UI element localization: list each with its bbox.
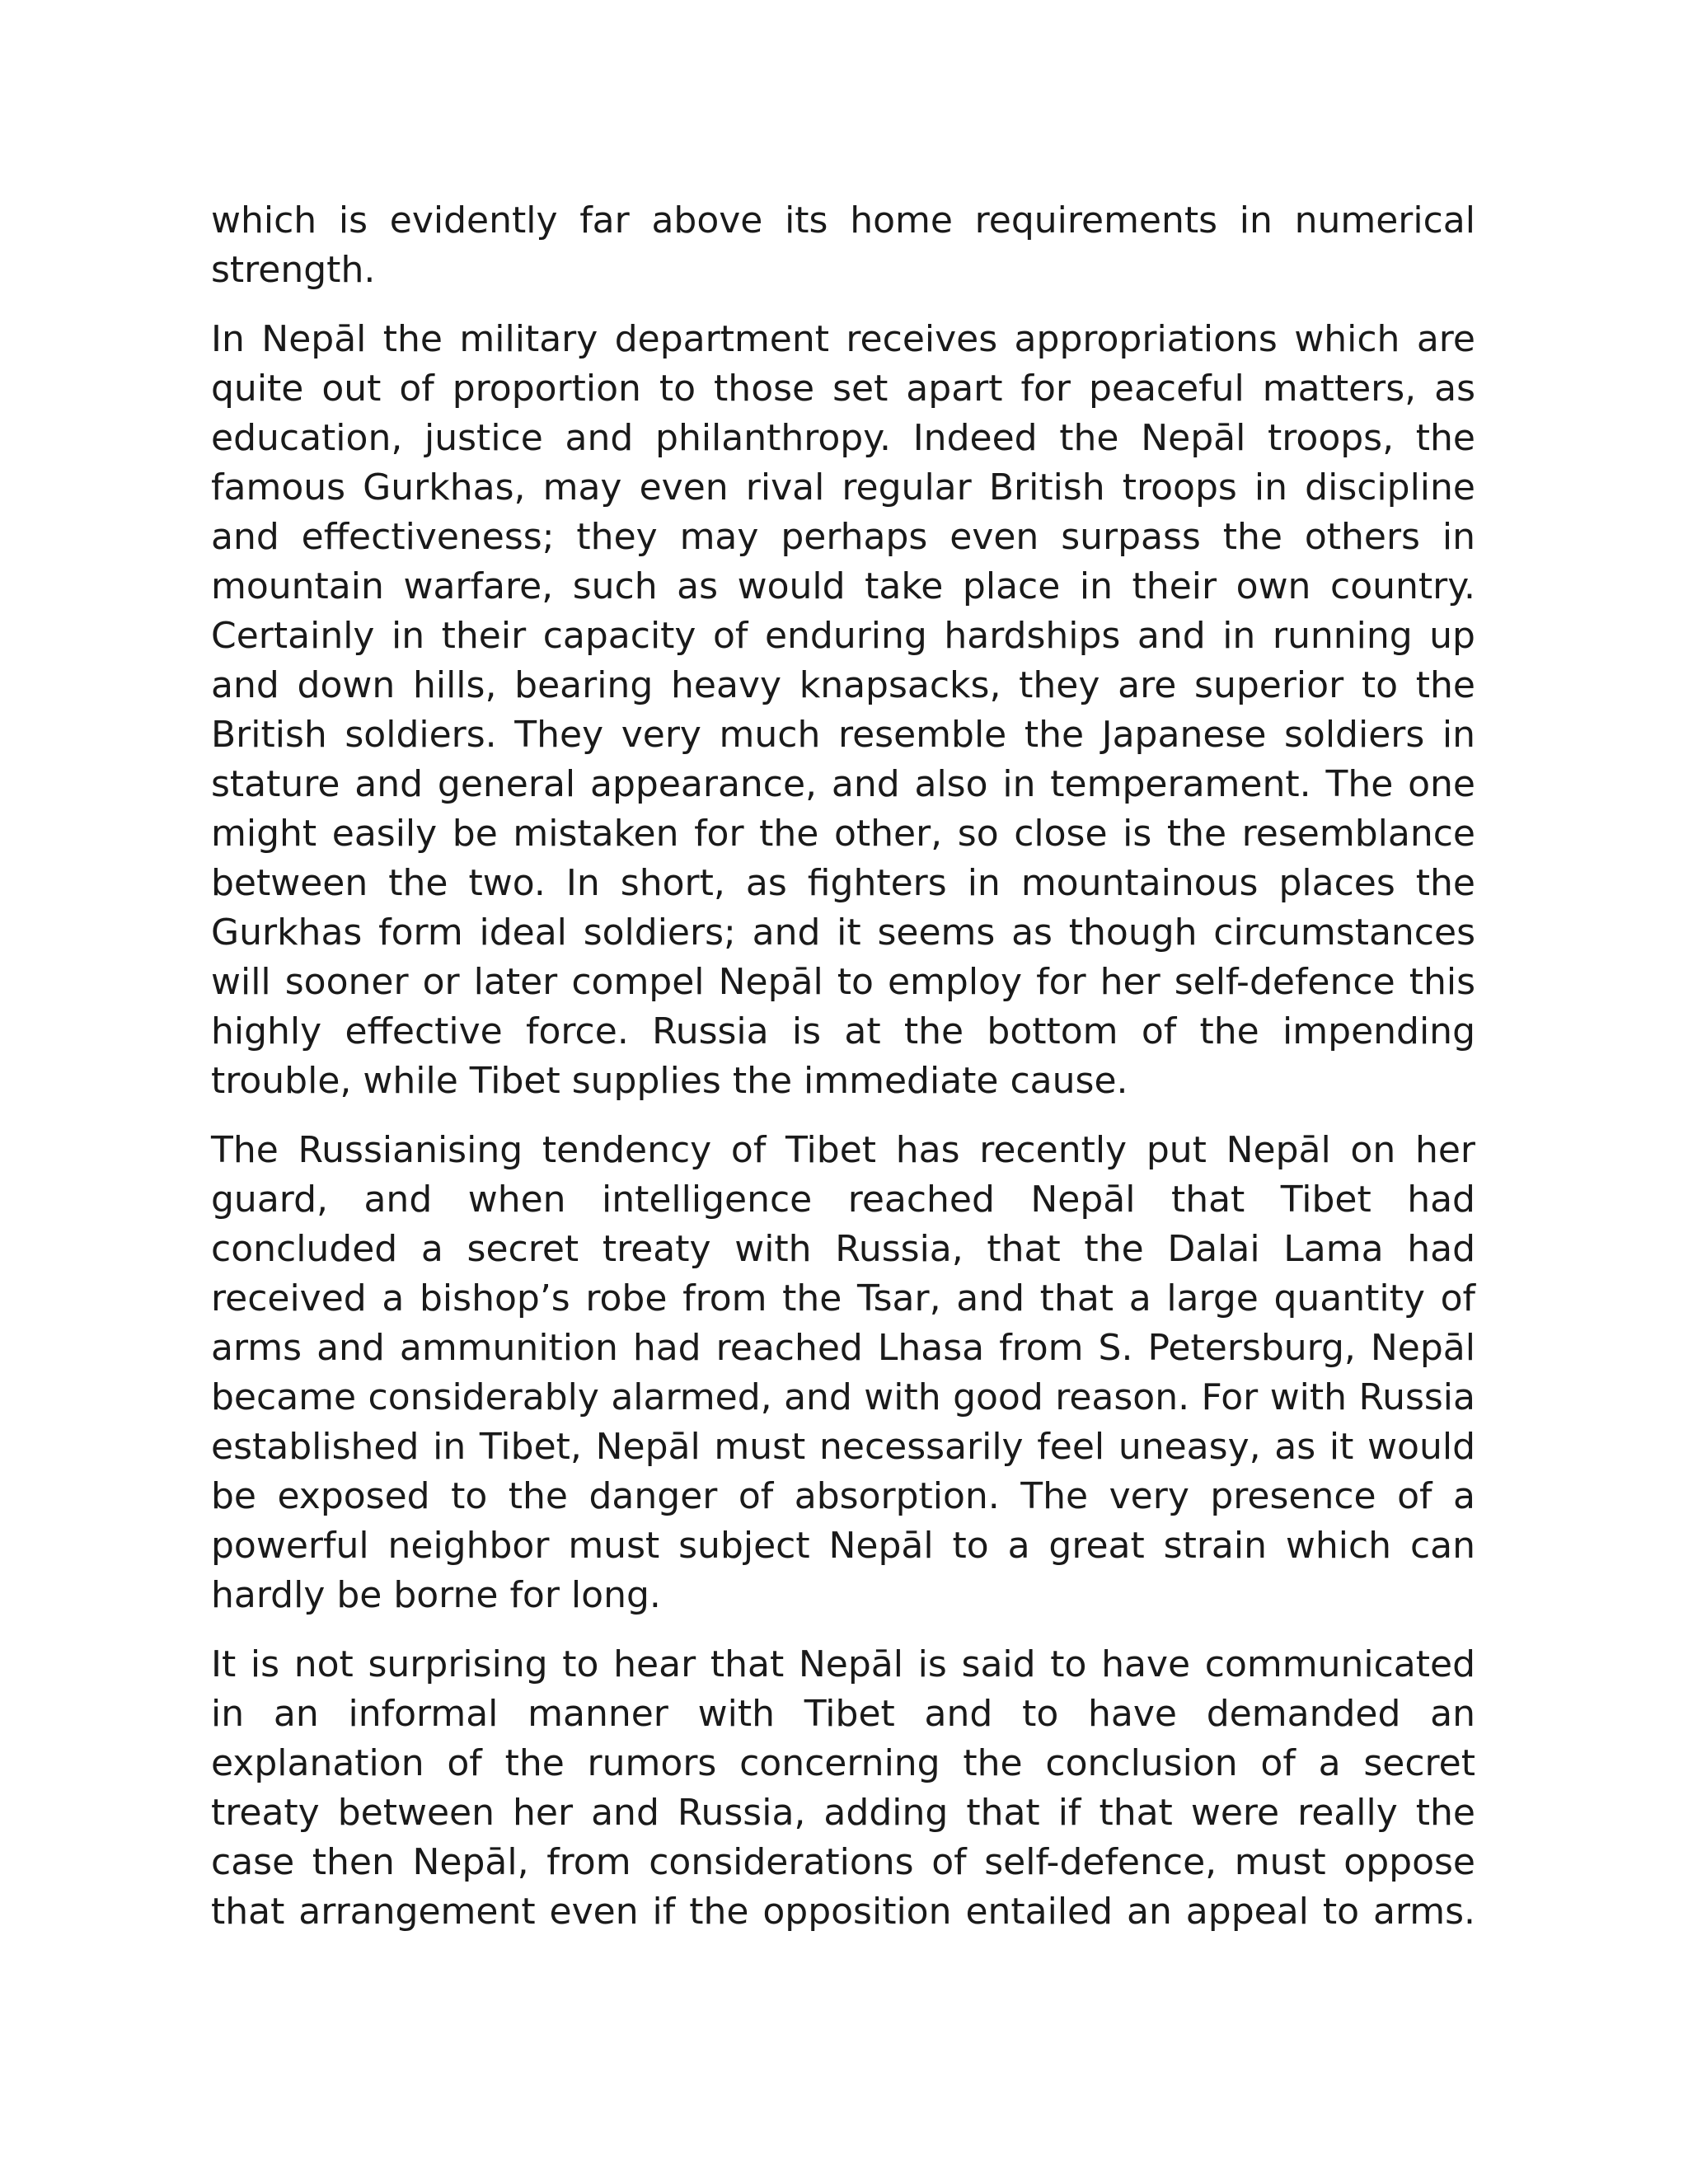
- paragraph-4: It is not surprising to hear that Nepāl is said to have communicated in an informal manner with Tibet and to have demanded an explanation of the rumors concerning the conclusion of a secret treaty between her and Russia, adding that if that were really the case then Nepāl, from considerations of self-defence, must oppose that arrangement even if the opposition entailed an appeal to arms.: [211, 1643, 1475, 1933]
- paragraph-3: The Russianising tendency of Tibet has recently put Nepāl on her guard, and when intelligence reached Nepāl that Tibet had concluded a secret treaty with Russia, that the Dalai Lama had received a bishop’s robe from the Tsar, and that a large quantity of arms and ammunition had reached Lhasa from S. Petersburg, Nepāl became considerably alarmed, and with good reason. For with Russia established in Tibet, Nepāl must necessarily feel uneasy, as it would be exposed to the danger of absorption. The very presence of a powerful neighbor must subject Nepāl to a great strain which can hardly be borne for long.: [211, 1129, 1475, 1616]
- paragraph-1: which is evidently far above its home requirements in numerical strength.: [211, 199, 1475, 291]
- page-text: [211, 196, 1475, 1957]
- paragraph-2: In Nepāl the military department receives appropriations which are quite out of proportion to those set apart for peaceful matters, as education, justice and philanthropy. Indeed the Nepāl troops, the famous Gurkhas, may even rival regular British troops in discipline and effectiveness; they may perhaps even surpass the others in mountain warfare, such as would take place in their own country. Certainly in their capacity of enduring hardships and in running up and down hills, bearing heavy knapsacks, they are superior to the British soldiers. They very much resemble the Japanese soldiers in stature and general appearance, and also in temperament. The one might easily be mistaken for the other, so close is the resemblance between the two. In short, as fighters in mountainous places the Gurkhas form ideal soldiers; and it seems as though circumstances will sooner or later compel Nepāl to employ for her self-defence this highly effective force. Russia is at the bottom of the impending trouble, while Tibet supplies the immediate cause.: [211, 318, 1475, 1102]
